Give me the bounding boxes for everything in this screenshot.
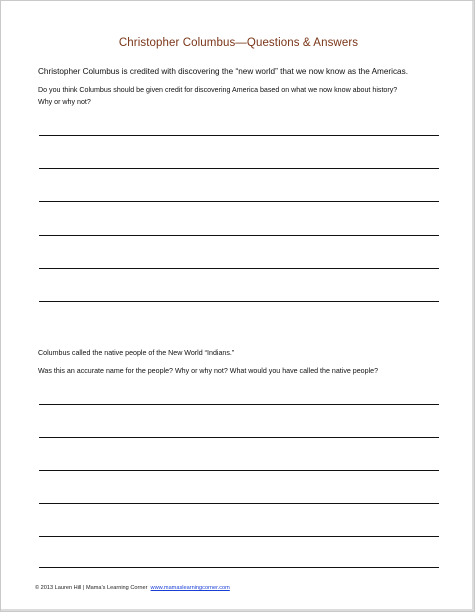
section1-question-line1: Do you think Columbus should be given credit for discovering America based on what we now know about history? [38,86,398,94]
footer-link[interactable]: www.mamaslearningcorner.com [150,585,230,591]
answer-line [39,235,439,236]
section1-question-line2: Why or why not? [38,98,91,106]
answer-line [39,201,439,202]
answer-line [39,404,439,405]
answer-line [39,567,439,568]
answer-line [39,470,439,471]
section1-intro: Christopher Columbus is credited with discovering the “new world” that we now know as the Americas. [38,67,408,76]
worksheet-title: Christopher Columbus—Questions & Answers [118,37,359,49]
footer-copyright: © 2013 Lauren Hill | Mama’s Learning Corner [35,585,148,591]
answer-line [39,536,439,537]
answer-line [39,135,439,136]
answer-line [39,268,439,269]
answer-line [39,168,439,169]
section2-question: Was this an accurate name for the people? Why or why not? What would you have called the native people? [38,367,379,375]
section2-intro: Columbus called the native people of the New World “Indians.” [38,349,235,357]
footer [35,585,230,591]
answer-line [39,503,439,504]
answer-line [39,437,439,438]
answer-line [39,301,439,302]
